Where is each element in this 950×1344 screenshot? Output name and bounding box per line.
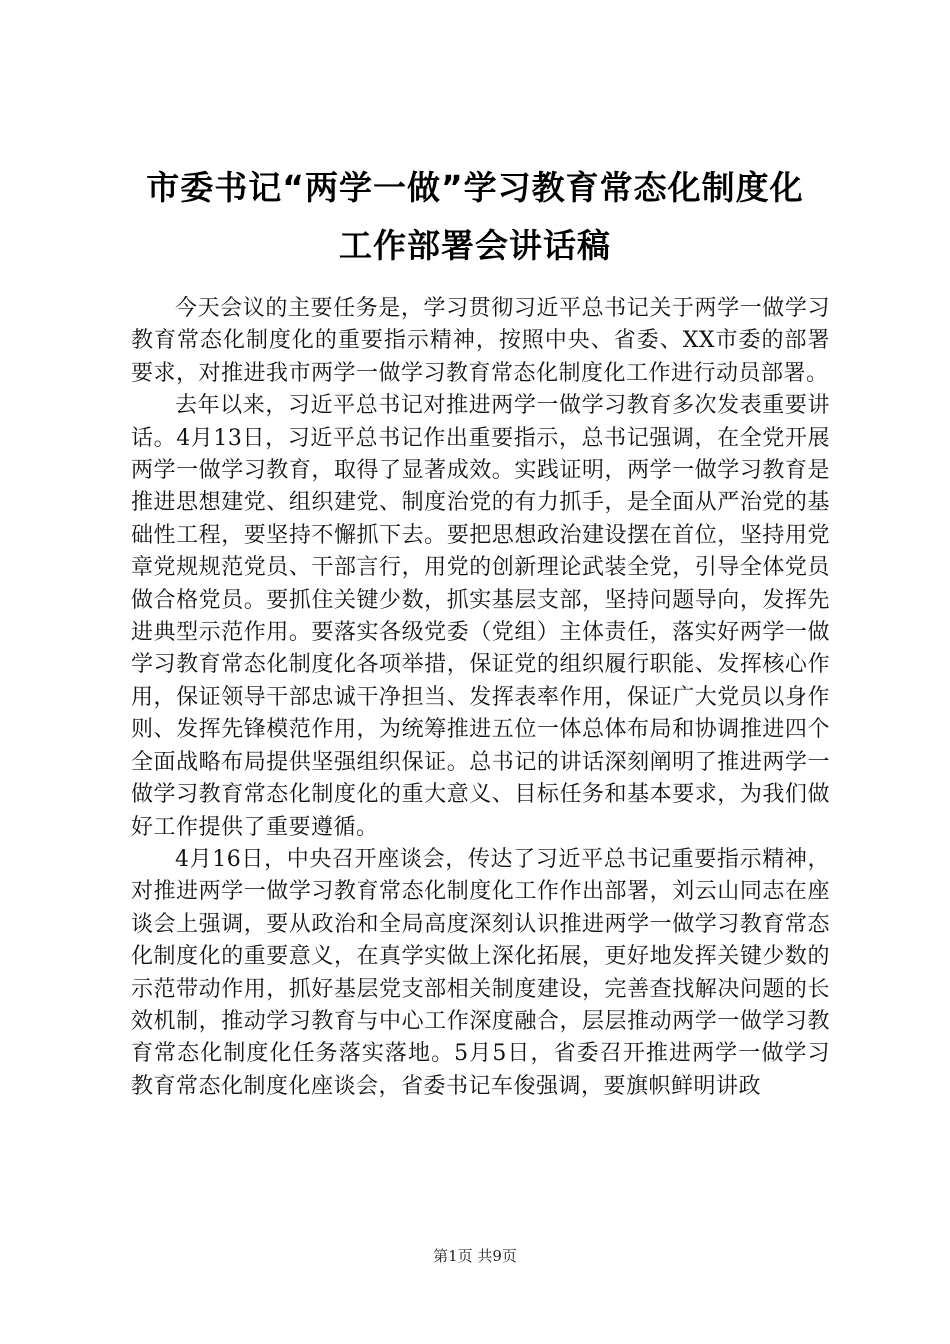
- document-body: [131, 293, 830, 1103]
- document-title-line-2: 工作部署会讲话稿: [339, 226, 611, 265]
- document-title-line-1: 市委书记“两学一做”学习教育常态化制度化: [146, 168, 804, 207]
- paragraph-1: 今天会议的主要任务是，学习贯彻习近平总书记关于两学一做学习教育常态化制度化的重要指示精神，按照中央、省委、XX市委的部署要求，对推进我市两学一做学习教育常态化制度化工作进行动员部署。: [131, 296, 830, 386]
- paragraph-3: 4月16日，中央召开座谈会，传达了习近平总书记重要指示精神，对推进两学一做学习教育常态化制度化工作作出部署，刘云山同志在座谈会上强调，要从政治和全局高度深刻认识推进两学一做学习教育常态化制度化的重要意义，在真学实做上深化拓展，更好地发挥关键少数的示范带动作用，抓好基层党支部相关制度建设，完善查找解决问题的长效机制，推动学习教育与中心工作深度融合，层层推动两学一做学习教育常态化制度化任务落实落地。5月5日，省委召开推进两学一做学习教育常态化制度化座谈会，省委书记车俊强调，要旗帜鲜明讲政: [131, 846, 830, 1099]
- paragraph-2: 去年以来，习近平总书记对推进两学一做学习教育多次发表重要讲话。4月13日，习近平总书记作出重要指示，总书记强调，在全党开展两学一做学习教育，取得了显著成效。实践证明，两学一做学习教育是推进思想建党、组织建党、制度治党的有力抓手，是全面从严治党的基础性工程，要坚持不懈抓下去。要把思想政治建设摆在首位，坚持用党章党规规范党员、干部言行，用党的创新理论武装全党，引导全体党员做合格党员。要抓住关键少数，抓实基层支部，坚持问题导向，发挥先进典型示范作用。要落实各级党委（党组）主体责任，落实好两学一做学习教育常态化制度化各项举措，保证党的组织履行职能、发挥核心作用，保证领导干部忠诚干净担当、发挥表率作用，保证广大党员以身作则、发挥先锋模范作用，为统筹推进五位一体总体布局和协调推进四个全面战略布局提供坚强组织保证。总书记的讲话深刻阐明了推进两学一做学习教育常态化制度化的重大意义、目标任务和基本要求，为我们做好工作提供了重要遵循。: [131, 393, 830, 840]
- page-number-footer: 第1页 共9页: [433, 1247, 517, 1265]
